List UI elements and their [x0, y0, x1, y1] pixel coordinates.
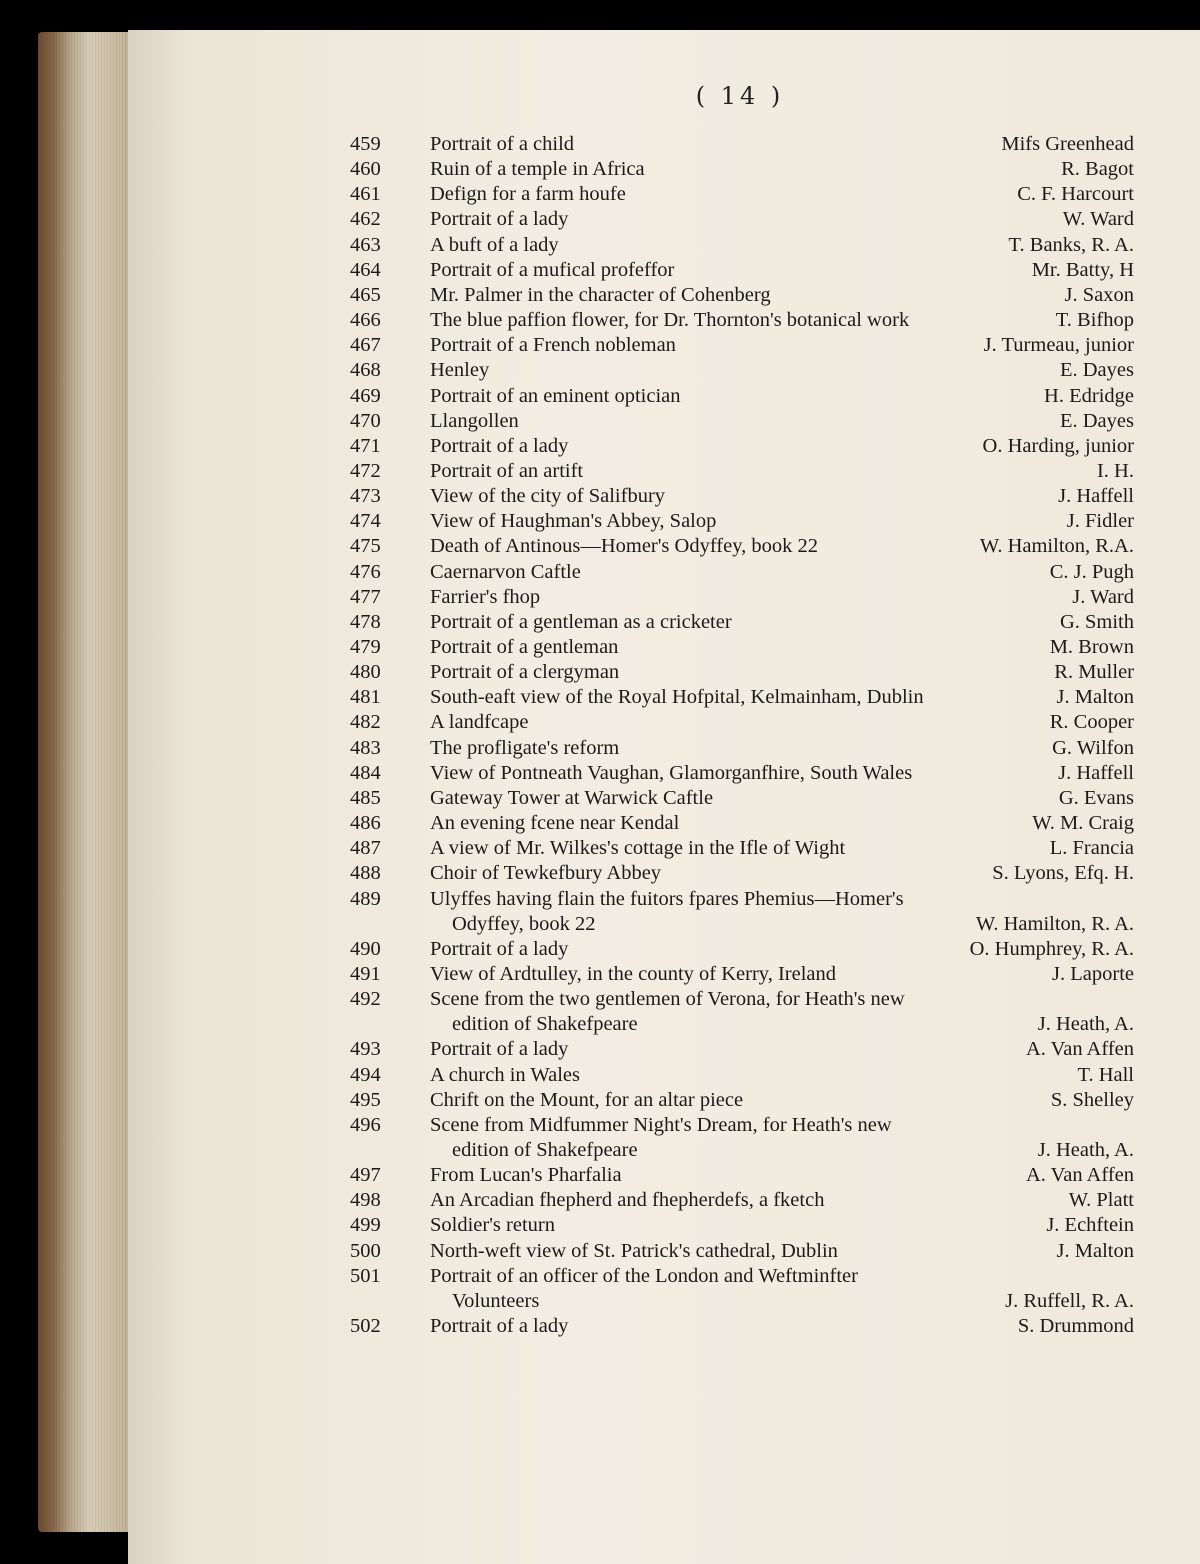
entry-artist: J. Saxon: [1064, 284, 1134, 306]
entry-title: Choir of Tewkefbury Abbey: [430, 862, 662, 884]
entry-number: 462: [350, 208, 381, 230]
entry-number: 467: [350, 334, 381, 356]
catalogue-entry: [0, 1038, 1200, 1063]
entry-title: Odyffey, book 22: [452, 913, 596, 935]
entry-number: 471: [350, 435, 381, 457]
entry-title: View of Pontneath Vaughan, Glamorganfhire, South Wales: [430, 762, 913, 784]
entry-title: View of the city of Salifbury: [430, 485, 666, 507]
catalogue-entry: [0, 787, 1200, 812]
catalogue-entry: [0, 862, 1200, 887]
entry-number: 494: [350, 1064, 381, 1086]
entry-title: Defign for a farm houfe: [430, 183, 626, 205]
entry-artist: J. Haffell: [1058, 485, 1134, 507]
catalogue-entry: [0, 410, 1200, 435]
entry-number: 483: [350, 737, 381, 759]
entry-number: 501: [350, 1265, 381, 1287]
entry-title: Portrait of a gentleman: [430, 636, 619, 658]
catalogue-entry: [0, 711, 1200, 736]
entry-number: 465: [350, 284, 381, 306]
entry-title: Caernarvon Caftle: [430, 561, 581, 583]
catalogue-entry: [0, 234, 1200, 259]
catalogue-entry: [0, 963, 1200, 988]
catalogue-entry: [0, 1189, 1200, 1214]
catalogue-entry: [0, 837, 1200, 862]
entry-title: View of Haughman's Abbey, Salop: [430, 510, 717, 532]
catalogue-entry: [0, 435, 1200, 460]
entry-artist: S. Lyons, Efq. H.: [992, 862, 1134, 884]
entry-artist: J. Ward: [1072, 586, 1134, 608]
entry-artist: E. Dayes: [1059, 359, 1134, 381]
entry-number: 460: [350, 158, 381, 180]
entry-title: Portrait of an artift: [430, 460, 584, 482]
catalogue-entry: [0, 158, 1200, 183]
catalogue-entry: [0, 133, 1200, 158]
entry-artist: T. Banks, R. A.: [1008, 234, 1134, 256]
entry-artist: T. Hall: [1077, 1064, 1134, 1086]
catalogue-entry: [0, 686, 1200, 711]
entry-artist: R. Cooper: [1049, 711, 1134, 733]
entry-artist: W. Hamilton, R. A.: [975, 913, 1134, 935]
entry-number: 480: [350, 661, 381, 683]
entry-number: 502: [350, 1315, 381, 1337]
entry-artist: L. Francia: [1049, 837, 1134, 859]
catalogue-entry: [0, 1114, 1200, 1139]
entry-number: 496: [350, 1114, 381, 1136]
catalogue-entry: [0, 1064, 1200, 1089]
catalogue-entry: [0, 510, 1200, 535]
entry-number: 500: [350, 1240, 381, 1262]
page-number: ( 14 ): [695, 82, 785, 110]
entry-artist: Mifs Greenhead: [1001, 133, 1134, 155]
entry-artist: G. Smith: [1059, 611, 1134, 633]
entry-artist: W. M. Craig: [1032, 812, 1134, 834]
entry-number: 486: [350, 812, 381, 834]
entry-title: Ulyffes having flain the fuitors fpares Phemius—Homer's: [430, 888, 904, 910]
catalogue-entry: [0, 1164, 1200, 1189]
entry-artist: S. Drummond: [1017, 1315, 1134, 1337]
entry-artist: T. Bifhop: [1055, 309, 1134, 331]
entry-artist: J. Ruffell, R. A.: [1005, 1290, 1134, 1312]
entry-title: South-eaft view of the Royal Hofpital, Kelmainham, Dublin: [430, 686, 924, 708]
entry-number: 477: [350, 586, 381, 608]
catalogue-entry: [0, 888, 1200, 913]
entry-title: A church in Wales: [430, 1064, 580, 1086]
entry-artist: Mr. Batty, H: [1031, 259, 1134, 281]
catalogue-entry: [0, 385, 1200, 410]
entry-artist: A. Van Affen: [1026, 1164, 1134, 1186]
entry-title: Volunteers: [452, 1290, 540, 1312]
entry-artist: S. Shelley: [1050, 1089, 1134, 1111]
entry-title: Portrait of an eminent optician: [430, 385, 681, 407]
entry-number: 495: [350, 1089, 381, 1111]
entry-number: 476: [350, 561, 381, 583]
entry-number: 497: [350, 1164, 381, 1186]
entry-number: 490: [350, 938, 381, 960]
catalogue-entry: [0, 1013, 1200, 1038]
entry-title: Farrier's fhop: [430, 586, 541, 608]
entry-number: 498: [350, 1189, 381, 1211]
entry-number: 475: [350, 535, 381, 557]
entry-artist: W. Ward: [1062, 208, 1134, 230]
entry-number: 466: [350, 309, 381, 331]
catalogue-entry: [0, 359, 1200, 384]
entry-title: An evening fcene near Kendal: [430, 812, 680, 834]
entry-title: Portrait of a child: [430, 133, 575, 155]
entry-title: A view of Mr. Wilkes's cottage in the Ifle of Wight: [430, 837, 846, 859]
entry-number: 468: [350, 359, 381, 381]
entry-title: Portrait of a lady: [430, 1038, 569, 1060]
entry-title: Portrait of a lady: [430, 938, 569, 960]
entry-artist: G. Evans: [1058, 787, 1134, 809]
entry-title: Soldier's return: [430, 1214, 555, 1236]
entry-artist: R. Bagot: [1061, 158, 1134, 180]
entry-number: 482: [350, 711, 381, 733]
catalogue-entry: [0, 762, 1200, 787]
entry-artist: R. Muller: [1054, 661, 1134, 683]
entry-number: 464: [350, 259, 381, 281]
entry-artist: J. Malton: [1056, 1240, 1134, 1262]
entry-title: Scene from Midfummer Night's Dream, for Heath's new: [430, 1114, 892, 1136]
entry-artist: O. Harding, junior: [982, 435, 1134, 457]
entry-title: An Arcadian fhepherd and fhepherdefs, a fketch: [430, 1189, 825, 1211]
entry-number: 487: [350, 837, 381, 859]
entry-number: 459: [350, 133, 381, 155]
catalogue-entry: [0, 661, 1200, 686]
entry-title: View of Ardtulley, in the county of Kerry, Ireland: [430, 963, 836, 985]
catalogue-entry: [0, 284, 1200, 309]
entry-title: Portrait of a mufical profeffor: [430, 259, 675, 281]
catalogue-entry: [0, 611, 1200, 636]
entry-number: 461: [350, 183, 381, 205]
catalogue-entry: [0, 913, 1200, 938]
catalogue-entry: [0, 561, 1200, 586]
entry-title: Death of Antinous—Homer's Odyffey, book 22: [430, 535, 819, 557]
entry-title: A landfcape: [430, 711, 529, 733]
catalogue-entry: [0, 309, 1200, 334]
entry-number: 470: [350, 410, 381, 432]
entry-title: edition of Shakefpeare: [452, 1139, 638, 1161]
entry-artist: J. Haffell: [1058, 762, 1134, 784]
catalogue-entry: [0, 485, 1200, 510]
entry-number: 474: [350, 510, 381, 532]
entry-title: Portrait of an officer of the London and Weftminfter: [430, 1265, 858, 1287]
entry-number: 484: [350, 762, 381, 784]
catalogue-entry: [0, 1240, 1200, 1265]
entry-title: The blue paffion flower, for Dr. Thornton's botanical work: [430, 309, 910, 331]
entry-number: 479: [350, 636, 381, 658]
catalogue-entry: [0, 535, 1200, 560]
entry-artist: J. Heath, A.: [1037, 1013, 1134, 1035]
entry-number: 481: [350, 686, 381, 708]
catalogue-entry: [0, 1315, 1200, 1340]
entry-title: A buft of a lady: [430, 234, 559, 256]
entry-number: 499: [350, 1214, 381, 1236]
entry-title: Henley: [430, 359, 490, 381]
entry-number: 485: [350, 787, 381, 809]
catalogue-entry: [0, 1290, 1200, 1315]
entry-number: 463: [350, 234, 381, 256]
catalogue-entry: [0, 334, 1200, 359]
entry-number: 492: [350, 988, 381, 1010]
entry-artist: J. Malton: [1056, 686, 1134, 708]
entry-title: Scene from the two gentlemen of Verona, for Heath's new: [430, 988, 905, 1010]
entry-artist: C. F. Harcourt: [1017, 183, 1134, 205]
entry-artist: J. Heath, A.: [1037, 1139, 1134, 1161]
entry-artist: W. Hamilton, R.A.: [979, 535, 1134, 557]
catalogue-entry: [0, 460, 1200, 485]
entry-title: Llangollen: [430, 410, 519, 432]
catalogue-entry: [0, 938, 1200, 963]
entry-artist: J. Laporte: [1052, 963, 1134, 985]
catalogue-entry: [0, 636, 1200, 661]
entry-title: Ruin of a temple in Africa: [430, 158, 645, 180]
entry-title: North-weft view of St. Patrick's cathedral, Dublin: [430, 1240, 838, 1262]
catalogue-entry: [0, 259, 1200, 284]
catalogue-entry: [0, 812, 1200, 837]
catalogue-entry: [0, 586, 1200, 611]
entry-title: Portrait of a lady: [430, 1315, 569, 1337]
catalogue-entry: [0, 988, 1200, 1013]
entry-number: 469: [350, 385, 381, 407]
entry-title: Chrift on the Mount, for an altar piece: [430, 1089, 744, 1111]
entry-number: 491: [350, 963, 381, 985]
entry-artist: A. Van Affen: [1026, 1038, 1134, 1060]
entry-title: Portrait of a French nobleman: [430, 334, 676, 356]
entry-artist: W. Platt: [1068, 1189, 1134, 1211]
catalogue-entry: [0, 1139, 1200, 1164]
entry-artist: O. Humphrey, R. A.: [969, 938, 1134, 960]
catalogue-entry: [0, 1265, 1200, 1290]
entry-title: From Lucan's Pharfalia: [430, 1164, 622, 1186]
entry-number: 489: [350, 888, 381, 910]
entry-artist: G. Wilfon: [1052, 737, 1134, 759]
catalogue-entry: [0, 1214, 1200, 1239]
entry-title: Portrait of a gentleman as a cricketer: [430, 611, 732, 633]
entry-artist: J. Turmeau, junior: [983, 334, 1134, 356]
entry-title: The profligate's reform: [430, 737, 620, 759]
entry-number: 472: [350, 460, 381, 482]
catalogue-entry: [0, 737, 1200, 762]
entry-number: 488: [350, 862, 381, 884]
entry-artist: C. J. Pugh: [1049, 561, 1134, 583]
entry-title: edition of Shakefpeare: [452, 1013, 638, 1035]
entry-artist: J. Echftein: [1046, 1214, 1134, 1236]
entry-artist: J. Fidler: [1066, 510, 1134, 532]
entry-title: Portrait of a lady: [430, 435, 569, 457]
entry-number: 473: [350, 485, 381, 507]
entry-artist: E. Dayes: [1059, 410, 1134, 432]
entry-artist: I. H.: [1096, 460, 1134, 482]
entry-number: 493: [350, 1038, 381, 1060]
entry-title: Portrait of a lady: [430, 208, 569, 230]
catalogue-entry: [0, 208, 1200, 233]
entry-title: Gateway Tower at Warwick Caftle: [430, 787, 714, 809]
catalogue-entry: [0, 183, 1200, 208]
entry-number: 478: [350, 611, 381, 633]
entry-artist: M. Brown: [1049, 636, 1134, 658]
catalogue-entry: [0, 1089, 1200, 1114]
entry-artist: H. Edridge: [1044, 385, 1134, 407]
entry-title: Mr. Palmer in the character of Cohenberg: [430, 284, 771, 306]
entry-title: Portrait of a clergyman: [430, 661, 620, 683]
